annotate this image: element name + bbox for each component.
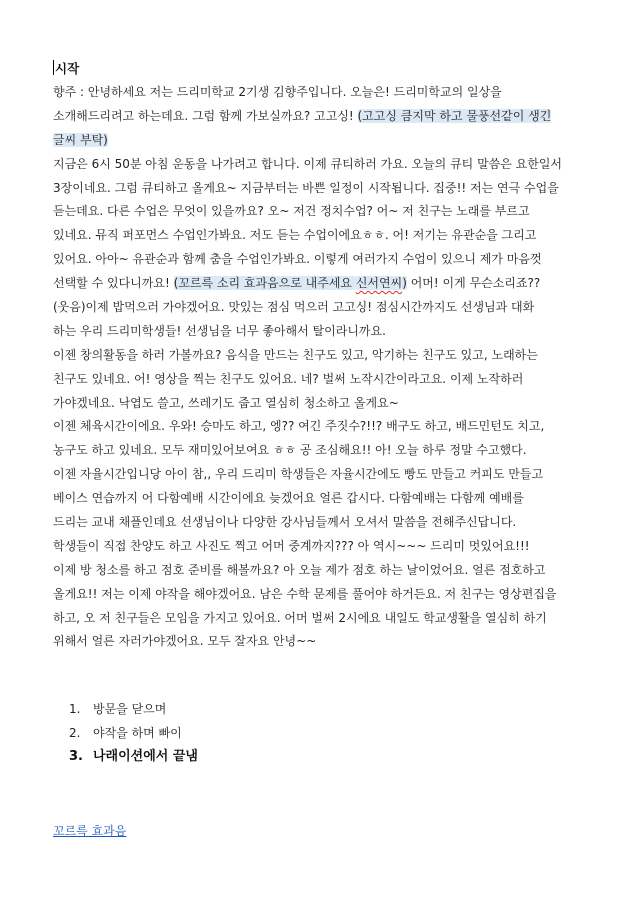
body-text-segment: 있네요. 뮤직 퍼포먼스 수업인가봐요. 저도 듣는 수업이에요ㅎㅎ. 어! 저기는 유관순을 그리고 (53, 228, 537, 243)
body-text-segment: 친구도 있네요. 어! 영상을 찍는 친구도 있어요. 네? 벌써 노작시간이라고요. 이제 노작하러 (53, 371, 524, 386)
document-body[interactable] (53, 81, 593, 654)
body-line (53, 224, 593, 248)
body-line (53, 200, 593, 224)
body-text-segment: 지금은 6시 50분 아침 운동을 나가려고 합니다. 이제 큐티하러 가요. 오늘의 큐티 말씀은 요한일서 (53, 156, 563, 171)
document-title-text: 시작 (55, 61, 80, 76)
body-line (53, 583, 593, 607)
body-line (53, 105, 593, 129)
body-text-segment: 향주 : 안녕하세요 저는 드리미학교 2기생 김향주입니다. 오늘은! 드리미학교의 일상을 (53, 85, 502, 99)
highlighted-note: 글씨 부탁) (53, 132, 108, 147)
body-line (53, 415, 593, 439)
body-line (53, 607, 593, 631)
body-text-segment: 소개해드리려고 하는데요. 그럼 함께 가보실까요? 고고싱! (53, 108, 358, 123)
body-line (53, 368, 593, 392)
body-text-segment: 하고, 오 저 친구들은 모임을 가지고 있어요. 어머 벌써 2시에요 내일도 학교생활을 열심히 하기 (53, 610, 547, 625)
body-text-segment: 이젠 체육시간이에요. 우와! 승마도 하고, 엥?? 여긴 주짓수?!!? 배구도 하고, 배드민턴도 치고, (53, 419, 545, 434)
body-text-segment: 위해서 얼른 자러가야겠어요. 모두 잘자요 안녕~~ (53, 634, 317, 649)
body-line (53, 296, 593, 320)
body-text-segment: 올게요!! 저는 이제 야작을 해야겠어요. 남은 수학 문제를 풀어야 하거든요. 저 친구는 영상편집을 (53, 586, 557, 601)
body-line (53, 248, 593, 272)
body-text-segment: 베이스 연습까지 어 다함예배 시간이에요 늦겠어요 얼른 갑시다. 다함예배는 다함께 예배를 (53, 491, 524, 506)
body-text-segment: 이젠 자율시간입니당 아이 참,, 우리 드리미 학생들은 자율시간에도 빵도 만들고 커피도 만들고 (53, 467, 544, 482)
body-text-segment: 어머! 이게 무슨소리죠?? (406, 276, 541, 291)
list-item-label: 야작을 하며 빠이 (93, 725, 182, 740)
body-line (53, 511, 593, 535)
body-line (53, 630, 593, 654)
highlighted-note: ) (402, 276, 407, 291)
highlighted-note: (꼬르륵 소리 효과음으로 내주세요 (173, 276, 356, 291)
body-line (53, 487, 593, 511)
list-item (69, 745, 198, 769)
highlighted-note: (고고싱 큼지막 하고 물풍선같이 생긴 (357, 108, 552, 123)
body-text-segment: (웃음)이제 밥먹으러 가야겠어요. 맛있는 점심 먹으러 고고싱! 점심시간까지도 선생님과 대화 (53, 300, 535, 315)
body-text-segment: 가야겠네요. 낙엽도 쓸고, 쓰레기도 줍고 열심히 청소하고 올게요~ (53, 395, 399, 410)
body-text-segment: 3장이네요. 그럼 큐티하고 올게요~ 지금부터는 바쁜 일정이 시작됩니다. 집중!! 저는 연극 수업을 (53, 180, 559, 195)
body-line (53, 320, 593, 344)
body-text-segment: 하는 우리 드리미학생들! 선생님을 너무 좋아해서 탈이라니까요. (53, 323, 386, 338)
body-text-segment: 농구도 하고 있네요. 모두 재미있어보여요 ㅎㅎ 공 조심해요!! 아! 오늘 하루 정말 수고했다. (53, 443, 527, 458)
body-text-segment: 선택할 수 있다니까요! (53, 276, 174, 291)
body-text-segment: 있어요. 아아~ 유관순과 함께 춤을 수업인가봐요. 이렇게 여러가지 수업이 있으니 제가 마음껏 (53, 252, 542, 267)
body-line (53, 439, 593, 463)
body-text-segment: 이제 방 청소를 하고 점호 준비를 해볼까요? 아 오늘 제가 점호 하는 날이었어요. 얼른 점호하고 (53, 562, 546, 577)
body-line (53, 81, 593, 105)
body-text-segment: 듣는데요. 다른 수업은 무엇이 있을까요? 오~ 저건 정치수업? 어~ 저 친구는 노래를 부르고 (53, 204, 530, 219)
body-line (53, 129, 593, 153)
text-cursor (53, 60, 54, 75)
body-line (53, 392, 593, 416)
document-title (53, 59, 79, 79)
body-line (53, 463, 593, 487)
body-text-segment: 드리는 교내 채플인데요 선생님이나 다양한 강사님들께서 오셔서 말씀을 전해주신답니다. (53, 515, 517, 530)
numbered-list (69, 698, 198, 769)
body-line (53, 559, 593, 583)
list-item (69, 722, 198, 746)
list-item-number: 3. (69, 749, 83, 765)
list-item (69, 698, 198, 722)
list-item-label: 방문을 닫으며 (93, 702, 167, 716)
list-item-number: 2. (69, 725, 81, 740)
sound-effect-link[interactable]: 꼬르륵 효과음 (53, 824, 127, 838)
list-item-number: 1. (69, 702, 81, 716)
body-text-segment: 학생들이 직접 찬양도 하고 사진도 찍고 어머 중계까지??? 아 역시~~~ 드리미 멋있어요!!! (53, 538, 530, 553)
list-item-label: 나래이션에서 끝냄 (93, 749, 198, 765)
body-line (53, 535, 593, 559)
body-line (53, 177, 593, 201)
body-line (53, 344, 593, 368)
body-text-segment: 이젠 창의활동을 하러 가볼까요? 음식을 만드는 친구도 있고, 악기하는 친구도 있고, 노래하는 (53, 347, 538, 362)
body-line (53, 153, 593, 177)
spellcheck-flagged-word: 신서연씨 (355, 276, 403, 291)
body-line (53, 272, 593, 296)
